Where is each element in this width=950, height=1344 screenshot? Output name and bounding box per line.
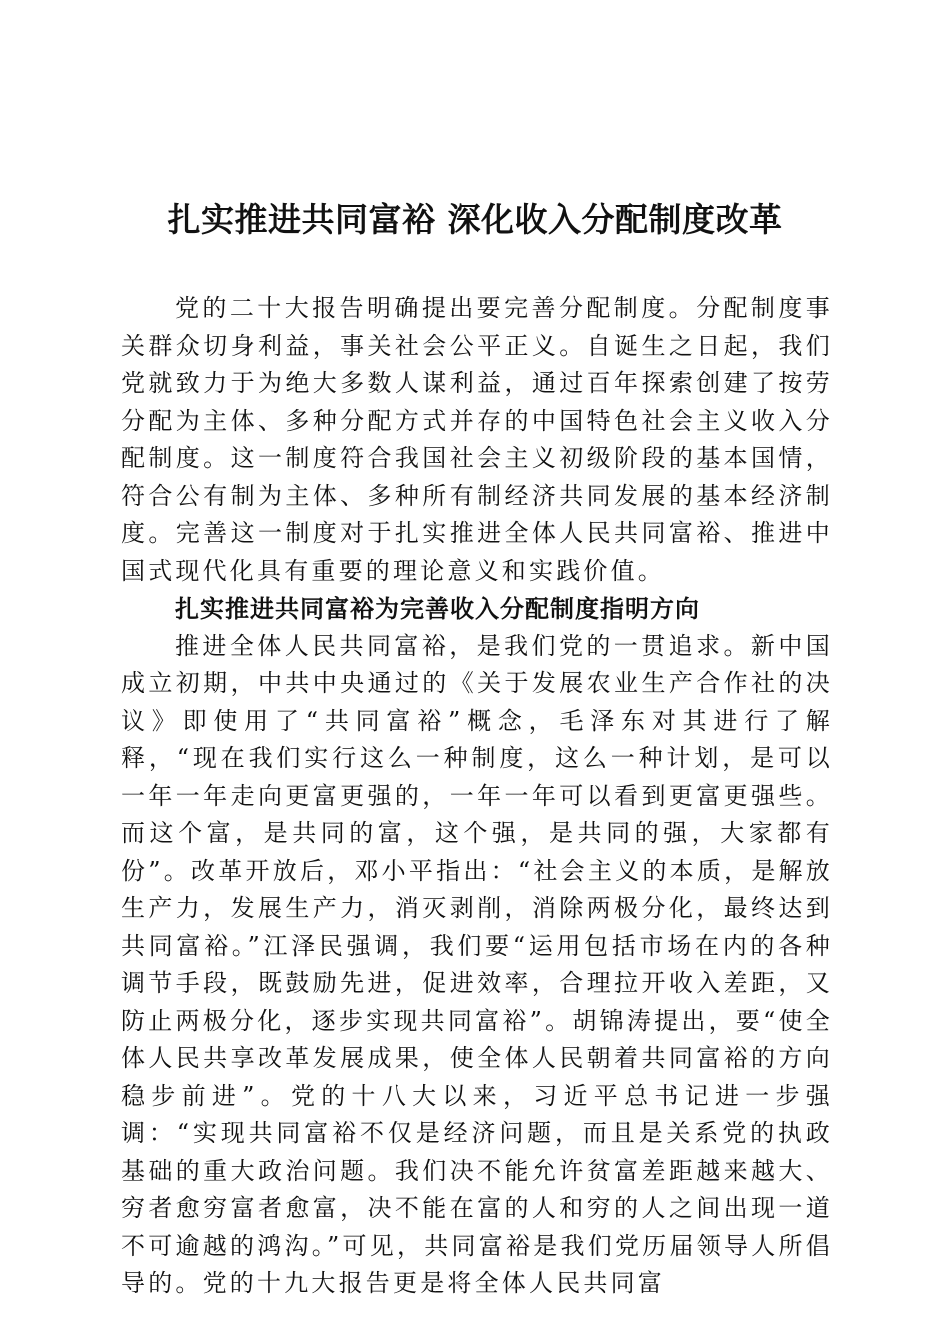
document-title: 扎实推进共同富裕 深化收入分配制度改革: [167, 200, 783, 239]
section-heading: 扎实推进共同富裕为完善收入分配制度指明方向: [175, 594, 700, 623]
intro-paragraph: 党的二十大报告明确提出要完善分配制度。分配制度事关群众切身利益，事关社会公平正义。自诞生之日起，我们党就致力于为绝大多数人谋利益，通过百年探索创建了按劳分配为主体、多种分配方式并存的中国特色社会主义收入分配制度。这一制度符合我国社会主义初级阶段的基本国情，符合公有制为主体、多种所有制经济共同发展的基本经济制度。完善这一制度对于扎实推进全体人民共同富裕、推进中国式现代化具有重要的理论意义和实践价值。: [121, 294, 833, 585]
section-paragraph: 推进全体人民共同富裕，是我们党的一贯追求。新中国成立初期，中共中央通过的《关于发展农业生产合作社的决议》即使用了“共同富裕”概念，毛泽东对其进行了解释，“现在我们实行这么一种制度，这么一种计划，是可以一年一年走向更富更强的，一年一年可以看到更富更强些。而这个富，是共同的富，这个强，是共同的强，大家都有份”。改革开放后，邓小平指出：“社会主义的本质，是解放生产力，发展生产力，消灭剥削，消除两极分化，最终达到共同富裕。”江泽民强调，我们要“运用包括市场在内的各种调节手段，既鼓励先进，促进效率，合理拉开收入差距，又防止两极分化，逐步实现共同富裕”。胡锦涛提出，要“使全体人民共享改革发展成果，使全体人民朝着共同富裕的方向稳步前进”。党的十八大以来，习近平总书记进一步强调：“实现共同富裕不仅是经济问题，而且是关系党的执政基础的重大政治问题。我们决不能允许贫富差距越来越大、穷者愈穷富者愈富，决不能在富的人和穷的人之间出现一道不可逾越的鸿沟。”可见，共同富裕是我们党历届领导人所倡导的。党的十九大报告更是将全体人民共同富: [121, 631, 833, 1297]
document-body: [121, 290, 833, 1303]
